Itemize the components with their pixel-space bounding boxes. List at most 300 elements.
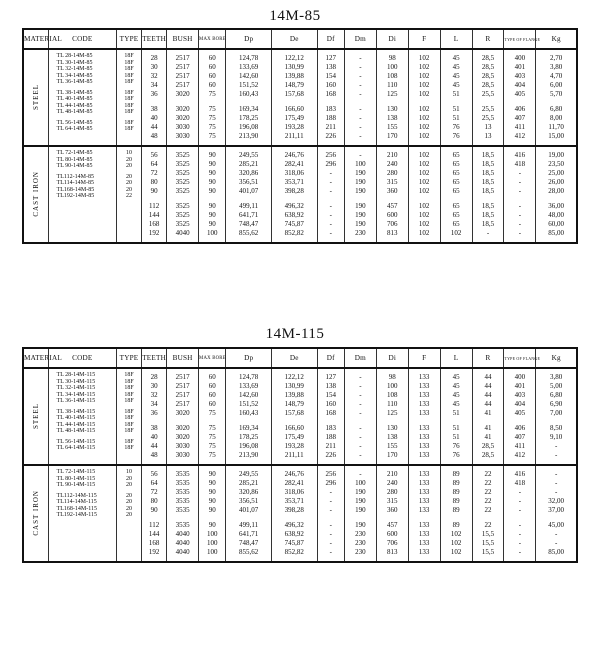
column-header: CODE [48,29,116,49]
value-cell: 90 [208,521,216,529]
table-row [23,465,577,562]
value-cell: 160 [325,400,336,408]
value-cell: 125 [387,409,398,417]
value-cell: 155 [387,123,398,131]
value-cell: 188 [325,114,336,122]
value-cell: 168 [148,539,160,547]
value-cell: 190 [355,169,366,177]
value-column [226,368,272,465]
value-cell: - [518,169,522,177]
value-cell: 411 [514,123,526,131]
value-cell: 151,52 [239,400,259,408]
value-cell: 169,34 [239,105,259,113]
value-cell: 28,00 [548,187,565,195]
value-cell: 3030 [175,132,190,140]
value-cell: 15,5 [481,530,495,538]
material-label: CAST IRON [31,489,40,536]
value-cell: 25,5 [481,90,495,98]
value-cell: - [518,530,522,538]
value-cell: 25,5 [481,114,495,122]
value-cell: 155 [387,442,398,450]
value-cell: 102 [418,132,430,140]
column-header: Di [376,29,408,49]
value-cell: 138 [387,114,398,122]
value-column [536,465,577,562]
value-cell: 89 [452,479,460,487]
value-cell: 100 [206,548,218,556]
value-cell: - [555,488,558,496]
value-cell: 175,49 [284,433,304,441]
value-cell: 133 [418,488,430,496]
type-item: 20 [126,180,132,186]
code-item: TL192-14M-85 [56,193,95,199]
value-cell: 100 [387,382,398,390]
value-cell: 130,99 [284,382,304,390]
value-cell: 18,5 [481,151,495,159]
column-header: TEETH [142,348,167,368]
code-item: TL 64-14M-115 [56,445,96,451]
value-cell: 22 [484,521,492,529]
value-cell: - [555,470,558,478]
value-column [408,146,440,243]
value-cell: 190 [355,202,366,210]
value-column [344,146,376,243]
value-cell: 401,07 [239,187,259,195]
value-column [226,465,272,562]
value-cell: 190 [355,521,366,529]
value-column [199,49,226,146]
value-cell: 60,00 [548,220,565,228]
type-cell [116,368,141,465]
value-cell: 168 [325,409,336,417]
value-cell: 3525 [175,178,190,186]
value-cell: 127 [325,373,336,381]
type-item: 18F [124,53,134,59]
value-cell: 25,00 [548,169,565,177]
value-cell: 3020 [175,114,190,122]
value-cell: 6,80 [550,105,563,113]
value-column [142,465,167,562]
value-cell: 38 [150,105,158,113]
value-cell: 2,70 [550,54,563,62]
type-item: 18F [124,59,134,66]
value-cell: 133,69 [239,382,259,390]
column-header: Df [317,348,344,368]
code-item: TL 30-14M-85 [56,59,93,66]
code-item: TL 34-14M-115 [56,391,96,398]
value-cell: 90 [208,202,216,210]
value-cell: 139,88 [284,72,304,80]
value-cell: 855,62 [239,548,259,556]
value-column [167,49,199,146]
value-cell: 32 [150,72,158,80]
value-cell: 852,82 [284,229,304,237]
type-item: 22 [126,193,132,199]
value-column [440,146,472,243]
value-cell: 124,78 [239,373,259,381]
code-item: TL 28-14M-85 [56,53,93,59]
value-cell: 19,00 [548,151,565,159]
value-cell: 102 [450,539,462,547]
value-cell: - [359,114,362,122]
value-column [440,49,472,146]
value-cell: 296 [325,479,336,487]
value-cell: 26,00 [548,178,565,186]
value-cell: 108 [387,391,398,399]
value-cell: 44 [484,391,492,399]
column-header: De [271,29,317,49]
value-cell: 353,71 [284,178,304,186]
type-item: 20 [126,499,132,505]
value-cell: 90 [208,160,216,168]
value-cell: 122,12 [284,54,304,62]
value-cell: 638,92 [284,211,304,219]
value-cell: 3030 [175,123,190,131]
value-cell: 2517 [175,373,190,381]
value-cell: 154 [325,391,336,399]
type-cell [116,49,141,146]
value-cell: 60 [208,63,216,71]
type-item: 20 [126,163,132,169]
value-cell: 3020 [175,433,190,441]
header-row [23,348,577,368]
value-cell: 246,76 [284,151,304,159]
header-row [23,29,577,49]
value-cell: 64 [150,479,158,487]
code-item: TL 90-14M-85 [56,163,93,169]
value-cell: 37,00 [548,506,565,514]
value-cell: 3525 [175,169,190,177]
value-cell: 25,5 [481,105,495,113]
value-cell: 210 [387,470,398,478]
value-cell: 133,69 [239,63,259,71]
value-cell: - [359,442,362,450]
value-cell: 60 [208,72,216,80]
value-cell: 44 [150,442,158,450]
value-cell: - [359,90,362,98]
value-cell: 60 [208,400,216,408]
value-column [271,368,317,465]
value-cell: 3020 [175,409,190,417]
value-cell: 45,00 [548,521,565,529]
value-cell: 89 [452,497,460,505]
value-cell: 102 [418,169,430,177]
value-cell: 22 [484,488,492,496]
value-cell: 3030 [175,442,190,450]
value-cell: - [359,433,362,441]
code-item: TL 56-14M-85 [56,119,93,126]
value-column [142,146,167,243]
value-cell: 41 [484,433,492,441]
value-cell: 102 [418,72,430,80]
value-cell: 706 [387,220,398,228]
value-cell: 60 [208,373,216,381]
value-cell: 138 [387,433,398,441]
value-cell: 407 [514,114,526,122]
value-cell: 60 [208,382,216,390]
value-cell: 102 [418,187,430,195]
value-cell: - [518,488,522,496]
material-cell [23,465,48,562]
value-column [408,465,440,562]
type-item: 18F [124,79,134,85]
value-cell: 400 [514,54,526,62]
value-cell: 190 [355,506,366,514]
value-cell: 18,5 [481,220,495,228]
value-cell: 403 [514,391,526,399]
code-item: TL112-14M-85 [56,173,95,180]
code-item: TL 56-14M-115 [56,438,96,445]
value-cell: 90 [208,220,216,228]
value-cell: 416 [514,151,526,159]
value-cell: 40 [150,114,158,122]
value-cell: 3,80 [550,373,563,381]
value-cell: 72 [150,169,158,177]
value-cell: 600 [387,530,398,538]
value-cell: 144 [148,530,160,538]
value-cell: 745,87 [284,539,304,547]
value-cell: 7,00 [550,409,563,417]
code-item: TL112-14M-115 [56,492,97,499]
type-item: 18F [124,408,134,415]
value-cell: 230 [355,229,366,237]
value-cell: 90 [208,211,216,219]
value-cell: 102 [418,63,430,71]
value-column [536,49,577,146]
value-column [472,146,504,243]
value-cell: 142,60 [239,391,259,399]
value-cell: - [329,548,332,556]
value-cell: 30 [150,382,158,390]
table-row [23,368,577,465]
value-cell: 75 [208,132,216,140]
value-cell: 405 [514,90,526,98]
type-item: 20 [126,505,132,512]
value-cell: 148,79 [284,400,304,408]
value-cell: 144 [148,211,160,219]
value-cell: 40 [150,433,158,441]
value-cell: 100 [355,160,366,168]
value-cell: - [359,409,362,417]
value-cell: 34 [150,400,158,408]
value-cell: - [518,539,522,547]
value-cell: 230 [355,548,366,556]
value-cell: 398,28 [284,506,304,514]
spec-table-85 [22,28,578,244]
value-cell: 3030 [175,451,190,459]
value-cell: 2517 [175,391,190,399]
value-cell: 190 [355,187,366,195]
column-header: TEETH [142,29,167,49]
value-column [199,465,226,562]
value-cell: 3525 [175,151,190,159]
value-column [199,146,226,243]
value-cell: 403 [514,72,526,80]
value-cell: 9,10 [550,433,563,441]
value-cell: 36 [150,90,158,98]
type-item: 20 [126,492,132,499]
value-cell: 102 [418,54,430,62]
value-cell: 240 [387,160,398,168]
value-cell: 15,5 [481,548,495,556]
value-cell: 100 [355,479,366,487]
type-cell [116,146,141,243]
value-cell: 496,32 [284,202,304,210]
value-cell: 112 [148,521,160,529]
value-cell: 45 [452,81,460,89]
value-cell: 213,90 [239,451,259,459]
value-cell: 110 [387,400,398,408]
value-column [504,146,536,243]
value-cell: 748,47 [239,220,259,228]
value-cell: 30 [150,63,158,71]
value-column [142,49,167,146]
value-cell: 213,90 [239,132,259,140]
value-cell: 256 [325,151,336,159]
table-row [23,146,577,243]
value-cell: 48 [150,132,158,140]
column-header: De [271,348,317,368]
value-cell: - [329,169,332,177]
value-cell: 36,00 [548,202,565,210]
value-cell: 320,86 [239,169,259,177]
value-cell: 211 [325,442,336,450]
value-cell: - [329,497,332,505]
value-cell: - [329,211,332,219]
value-cell: 256 [325,470,336,478]
value-cell: 98 [388,54,396,62]
value-cell: 102 [450,548,462,556]
code-item: TL 38-14M-115 [56,408,96,415]
code-item: TL 44-14M-115 [56,421,96,428]
value-cell: 401 [514,63,526,71]
value-cell: 102 [418,229,430,237]
value-cell: - [359,470,362,478]
value-cell: 3020 [175,90,190,98]
value-column [472,465,504,562]
value-cell: 44 [484,373,492,381]
value-cell: 398,28 [284,187,304,195]
type-item: 18F [124,96,134,102]
column-header: Dp [226,348,272,368]
value-cell: 85,00 [548,229,565,237]
value-cell: - [359,132,362,140]
value-cell: 416 [514,470,526,478]
type-item: 18F [124,428,134,434]
value-cell: 102 [418,90,430,98]
value-cell: 51 [452,114,460,122]
value-cell: 28,5 [481,54,495,62]
value-cell: 64 [150,160,158,168]
column-header: CODE [48,348,116,368]
value-cell: 2517 [175,63,190,71]
column-header: Kg [536,29,577,49]
value-cell: 3525 [175,211,190,219]
column-header: BUSH [167,348,199,368]
value-cell: 282,41 [284,160,304,168]
value-cell: 8,00 [550,114,563,122]
value-cell: - [359,72,362,80]
value-cell: - [518,202,522,210]
value-column [344,368,376,465]
value-cell: 4040 [175,539,190,547]
value-cell: 56 [150,470,158,478]
value-cell: 412 [514,132,526,140]
value-cell: 183 [325,105,336,113]
value-cell: 166,60 [284,424,304,432]
value-cell: 122,12 [284,373,304,381]
value-cell: 813 [387,229,398,237]
value-cell: 211 [325,123,336,131]
code-item: TL 40-14M-115 [56,415,96,421]
value-cell: 855,62 [239,229,259,237]
value-cell: 133 [418,539,430,547]
value-cell: 100 [206,229,218,237]
value-cell: 133 [418,382,430,390]
value-cell: 4040 [175,530,190,538]
value-cell: 65 [452,211,460,219]
value-cell: 3525 [175,160,190,168]
value-cell: 280 [387,169,398,177]
type-item: 18F [124,109,134,115]
value-cell: 44 [150,123,158,131]
value-cell: - [518,548,522,556]
value-cell: - [518,187,522,195]
value-column [376,368,408,465]
type-item: 20 [126,512,132,518]
value-cell: 457 [387,521,398,529]
value-column [376,146,408,243]
value-cell: - [359,424,362,432]
value-cell: 168 [325,90,336,98]
value-cell: 5,70 [550,90,563,98]
code-cell [48,146,116,243]
value-cell: - [329,521,332,529]
value-cell: 102 [418,81,430,89]
value-column [271,146,317,243]
value-cell: 745,87 [284,220,304,228]
value-cell: 130 [387,105,398,113]
value-cell: 196,08 [239,123,259,131]
value-column [344,49,376,146]
value-cell: 90 [208,151,216,159]
value-cell: 18,5 [481,211,495,219]
column-header: Dm [344,348,376,368]
value-cell: 356,51 [239,178,259,186]
value-cell: 90 [208,470,216,478]
value-cell: 3525 [175,202,190,210]
value-cell: 90 [208,488,216,496]
value-cell: 51 [452,90,460,98]
value-column [344,465,376,562]
value-cell: 102 [418,160,430,168]
value-cell: 4040 [175,548,190,556]
value-cell: 75 [208,105,216,113]
value-cell: 89 [452,470,460,478]
value-cell: 151,52 [239,81,259,89]
value-cell: 44 [484,400,492,408]
value-cell: 41 [484,424,492,432]
value-cell: 51 [452,433,460,441]
value-cell: 108 [387,72,398,80]
value-cell: 90 [208,497,216,505]
value-cell: 285,21 [239,479,259,487]
value-cell: 457 [387,202,398,210]
value-cell: 641,71 [239,211,259,219]
code-item: TL 36-14M-115 [56,398,96,404]
value-column [167,465,199,562]
value-cell: 18,5 [481,178,495,186]
